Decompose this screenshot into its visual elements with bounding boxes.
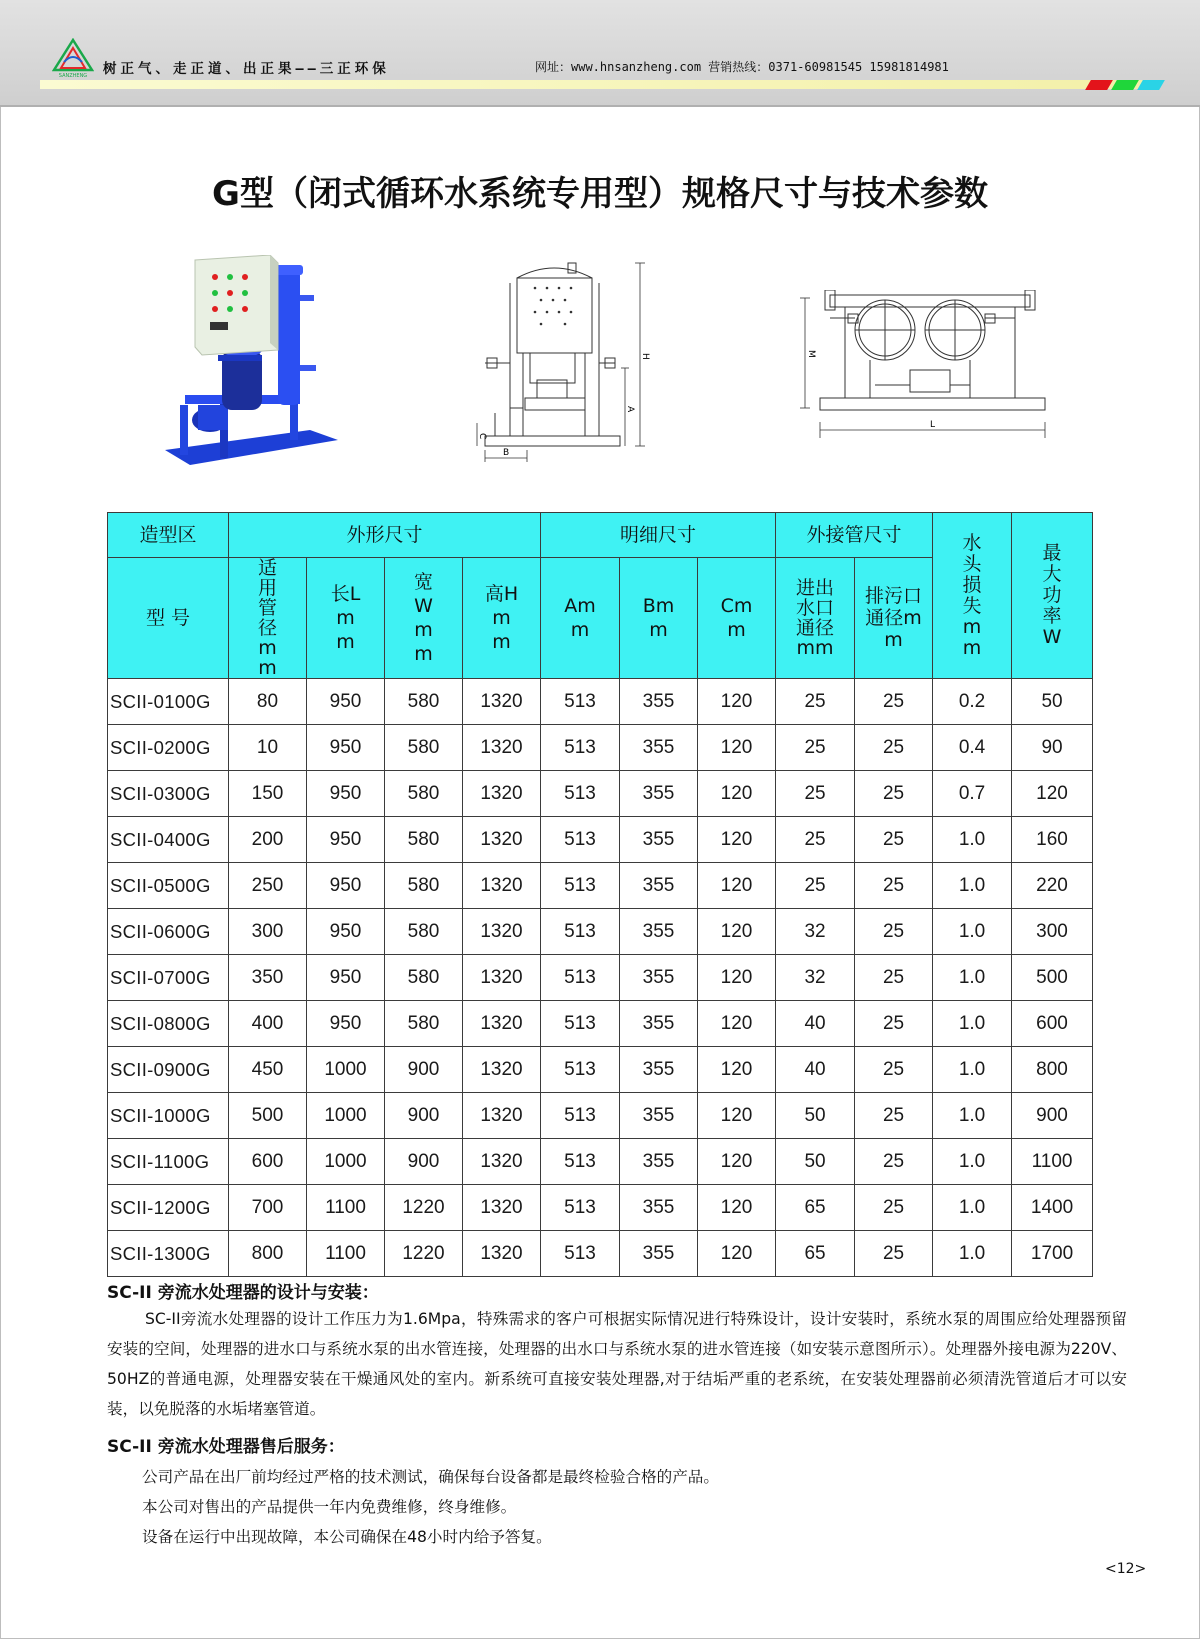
value-cell: 50 [776,1139,855,1185]
header-inlet-diameter [776,558,855,679]
value-cell: 580 [385,817,463,863]
value-cell: 50 [1012,679,1093,725]
value-cell: 200 [229,817,307,863]
color-bars [1088,80,1163,90]
value-cell: 25 [855,1047,933,1093]
value-cell: 25 [776,771,855,817]
front-view-drawing [475,258,685,473]
value-cell: 950 [307,679,385,725]
value-cell: 120 [698,1185,776,1231]
color-bar-red [1085,80,1113,90]
value-cell: 900 [1012,1093,1093,1139]
value-cell: 513 [541,1093,620,1139]
value-cell: 580 [385,679,463,725]
value-cell: 120 [698,909,776,955]
side-view-drawing [800,290,1065,460]
header-width [385,558,463,679]
header-detail-dims: 明细尺寸 [541,513,776,558]
page-number: <12> [1105,1561,1147,1577]
value-cell: 355 [620,1139,698,1185]
table-row [108,679,1093,725]
logo-text: SANZHENG [58,73,88,78]
value-cell: 40 [776,1001,855,1047]
value-cell: 355 [620,817,698,863]
header-b-text: Bmm [642,595,675,641]
value-cell: 25 [855,1185,933,1231]
value-cell: 1320 [463,1231,541,1277]
value-cell: 25 [855,679,933,725]
value-cell: 1000 [307,1139,385,1185]
value-cell: 950 [307,1001,385,1047]
value-cell: 1320 [463,909,541,955]
model-cell: SCII-1100G [108,1139,229,1185]
value-cell: 80 [229,679,307,725]
value-cell: 1320 [463,1047,541,1093]
value-cell: 120 [698,1093,776,1139]
table-row [108,1047,1093,1093]
model-cell: SCII-0100G [108,679,229,725]
value-cell: 1320 [463,1185,541,1231]
value-cell: 355 [620,725,698,771]
value-cell: 950 [307,955,385,1001]
value-cell: 580 [385,1001,463,1047]
value-cell: 350 [229,955,307,1001]
value-cell: 120 [698,1047,776,1093]
value-cell: 120 [698,1231,776,1277]
table-row [108,1001,1093,1047]
value-cell: 513 [541,1185,620,1231]
value-cell: 25 [776,817,855,863]
value-cell: 1000 [307,1047,385,1093]
value-cell: 1320 [463,1139,541,1185]
value-cell: 355 [620,1001,698,1047]
value-cell: 25 [855,725,933,771]
model-cell: SCII-0800G [108,1001,229,1047]
header-slogan: 树正气、走正道、出正果——三正环保 [103,61,390,77]
company-logo [52,38,94,78]
value-cell: 1320 [463,725,541,771]
dim-label-c: C [477,433,487,440]
value-cell: 65 [776,1185,855,1231]
value-cell: 600 [1012,1001,1093,1047]
value-cell: 950 [307,771,385,817]
value-cell: 25 [776,725,855,771]
value-cell: 513 [541,679,620,725]
model-cell: SCII-0600G [108,909,229,955]
value-cell: 25 [855,771,933,817]
table-row [108,1231,1093,1277]
value-cell: 513 [541,817,620,863]
service-item-3: 设备在运行中出现故障，本公司确保在48小时内给予答复。 [142,1528,552,1546]
value-cell: 25 [776,863,855,909]
value-cell: 900 [385,1047,463,1093]
table-row [108,1139,1093,1185]
value-cell: 300 [1012,909,1093,955]
value-cell: 32 [776,955,855,1001]
value-cell: 1320 [463,817,541,863]
header-max-power-text: 最大功率W [1042,542,1062,648]
value-cell: 513 [541,725,620,771]
value-cell: 25 [776,679,855,725]
value-cell: 1.0 [933,817,1012,863]
value-cell: 1100 [307,1231,385,1277]
model-cell: SCII-0700G [108,955,229,1001]
model-cell: SCII-1000G [108,1093,229,1139]
value-cell: 513 [541,1231,620,1277]
spec-table [107,512,1093,1277]
value-cell: 513 [541,863,620,909]
table-row [108,771,1093,817]
value-cell: 513 [541,909,620,955]
value-cell: 950 [307,817,385,863]
value-cell: 25 [855,863,933,909]
header-outer-dims: 外形尺寸 [229,513,541,558]
header-inlet-diameter-text: 进出水口通径mm [796,577,835,659]
value-cell: 220 [1012,863,1093,909]
value-cell: 0.2 [933,679,1012,725]
value-cell: 355 [620,1093,698,1139]
value-cell: 800 [229,1231,307,1277]
table-row [108,817,1093,863]
value-cell: 950 [307,909,385,955]
header-drain-diameter [855,558,933,679]
value-cell: 355 [620,679,698,725]
value-cell: 600 [229,1139,307,1185]
value-cell: 120 [698,955,776,1001]
color-bar-green [1111,80,1139,90]
table-row [108,955,1093,1001]
value-cell: 90 [1012,725,1093,771]
value-cell: 900 [385,1093,463,1139]
value-cell: 580 [385,863,463,909]
value-cell: 250 [229,863,307,909]
value-cell: 1100 [307,1185,385,1231]
value-cell: 1320 [463,863,541,909]
value-cell: 1.0 [933,1139,1012,1185]
header-pipe-dims: 外接管尺寸 [776,513,933,558]
value-cell: 900 [385,1139,463,1185]
value-cell: 950 [307,863,385,909]
value-cell: 120 [1012,771,1093,817]
header-pipe-diameter-text: 适用管径mm [257,557,277,679]
model-cell: SCII-0400G [108,817,229,863]
model-cell: SCII-0200G [108,725,229,771]
value-cell: 1220 [385,1231,463,1277]
value-cell: 120 [698,771,776,817]
value-cell: 120 [698,817,776,863]
design-body: SC-II旁流水处理器的设计工作压力为1.6Mpa，特殊需求的客户可根据实际情况进行特殊设计，设计安装时，系统水泵的周围应给处理器预留安装的空间，处理器的进水口与系统水泵的出水管连接，处理器的出水口与系统水泵的进水管连接（如安装示意图所示）。处理器外接电源为220V、50HZ的普通电源，处理器安装在干燥通风处的室内。新系统可直接安装处理器,对于结垢严重的老系统，在安装处理器前必须清洗管道后才可以安装，以免脱落的水垢堵塞管道。 [107,1310,1127,1418]
value-cell: 1.0 [933,1231,1012,1277]
value-cell: 355 [620,1185,698,1231]
value-cell: 1.0 [933,909,1012,955]
value-cell: 580 [385,771,463,817]
value-cell: 513 [541,955,620,1001]
header-drain-diameter-text: 排污口通径mm [865,585,923,651]
value-cell: 160 [1012,817,1093,863]
value-cell: 1000 [307,1093,385,1139]
header-length [307,558,385,679]
service-item-2: 本公司对售出的产品提供一年内免费维修，终身维修。 [142,1498,517,1516]
service-item-1: 公司产品在出厂前均经过严格的技术测试，确保每台设备都是最终检验合格的产品。 [142,1468,719,1486]
header-pipe-diameter [229,558,307,679]
value-cell: 513 [541,1047,620,1093]
header-height-text: 高Hmm [484,583,519,653]
value-cell: 1320 [463,955,541,1001]
service-heading: SC-II 旁流水处理器售后服务： [107,1437,345,1457]
value-cell: 355 [620,955,698,1001]
value-cell: 500 [1012,955,1093,1001]
value-cell: 355 [620,863,698,909]
header-stripe [40,80,1160,89]
header-band [0,0,1200,107]
value-cell: 25 [855,1001,933,1047]
value-cell: 580 [385,725,463,771]
table-row [108,725,1093,771]
value-cell: 513 [541,1139,620,1185]
header-width-text: 宽Wmm [413,571,433,665]
header-model: 型 号 [108,558,229,679]
value-cell: 10 [229,725,307,771]
value-cell: 1100 [1012,1139,1093,1185]
value-cell: 1400 [1012,1185,1093,1231]
value-cell: 0.4 [933,725,1012,771]
value-cell: 355 [620,1047,698,1093]
header-length-text: 长Lmm [330,583,361,653]
header-contact: 网址：www.hnsanzheng.com 营销热线：0371-60981545 15981814981 [535,60,949,74]
dim-label-h: H [640,353,650,360]
dim-label-a: A [625,406,635,413]
value-cell: 1700 [1012,1231,1093,1277]
header-zone: 造型区 [108,513,229,558]
model-cell: SCII-1300G [108,1231,229,1277]
header-b [620,558,698,679]
value-cell: 40 [776,1047,855,1093]
dim-label-l: L [930,420,936,430]
value-cell: 1.0 [933,1001,1012,1047]
header-height [463,558,541,679]
value-cell: 1.0 [933,1047,1012,1093]
value-cell: 355 [620,771,698,817]
value-cell: 120 [698,1001,776,1047]
model-cell: SCII-0500G [108,863,229,909]
value-cell: 25 [855,1139,933,1185]
design-heading: SC-II 旁流水处理器的设计与安装： [107,1283,379,1303]
value-cell: 1.0 [933,1185,1012,1231]
header-c-text: Cmm [720,595,753,641]
value-cell: 450 [229,1047,307,1093]
value-cell: 1.0 [933,955,1012,1001]
value-cell: 355 [620,1231,698,1277]
table-row [108,1093,1093,1139]
value-cell: 25 [855,1231,933,1277]
table-row [108,909,1093,955]
table-row [108,863,1093,909]
value-cell: 1320 [463,771,541,817]
value-cell: 25 [855,817,933,863]
value-cell: 800 [1012,1047,1093,1093]
value-cell: 120 [698,1139,776,1185]
value-cell: 300 [229,909,307,955]
value-cell: 25 [855,955,933,1001]
product-photo [160,255,355,470]
value-cell: 400 [229,1001,307,1047]
value-cell: 120 [698,863,776,909]
value-cell: 25 [855,909,933,955]
value-cell: 355 [620,909,698,955]
value-cell: 50 [776,1093,855,1139]
model-cell: SCII-0900G [108,1047,229,1093]
model-cell: SCII-1200G [108,1185,229,1231]
model-cell: SCII-0300G [108,771,229,817]
value-cell: 25 [855,1093,933,1139]
dim-label-b: B [503,448,510,458]
value-cell: 1.0 [933,863,1012,909]
page-title: G型（闭式循环水系统专用型）规格尺寸与技术参数 [212,174,988,214]
value-cell: 580 [385,955,463,1001]
value-cell: 32 [776,909,855,955]
header-c [698,558,776,679]
value-cell: 0.7 [933,771,1012,817]
header-head-loss [933,513,1012,679]
header-head-loss-text: 水头损失mm [962,531,982,659]
value-cell: 150 [229,771,307,817]
value-cell: 580 [385,909,463,955]
value-cell: 1.0 [933,1093,1012,1139]
value-cell: 1320 [463,1001,541,1047]
value-cell: 65 [776,1231,855,1277]
value-cell: 1220 [385,1185,463,1231]
header-max-power [1012,513,1093,679]
value-cell: 950 [307,725,385,771]
value-cell: 513 [541,1001,620,1047]
value-cell: 120 [698,725,776,771]
value-cell: 700 [229,1185,307,1231]
table-row [108,1185,1093,1231]
value-cell: 1320 [463,1093,541,1139]
color-bar-cyan [1137,80,1165,90]
value-cell: 120 [698,679,776,725]
value-cell: 1320 [463,679,541,725]
header-a-text: Amm [564,595,596,641]
header-a [541,558,620,679]
value-cell: 500 [229,1093,307,1139]
dim-label-m: M [806,350,816,358]
value-cell: 513 [541,771,620,817]
